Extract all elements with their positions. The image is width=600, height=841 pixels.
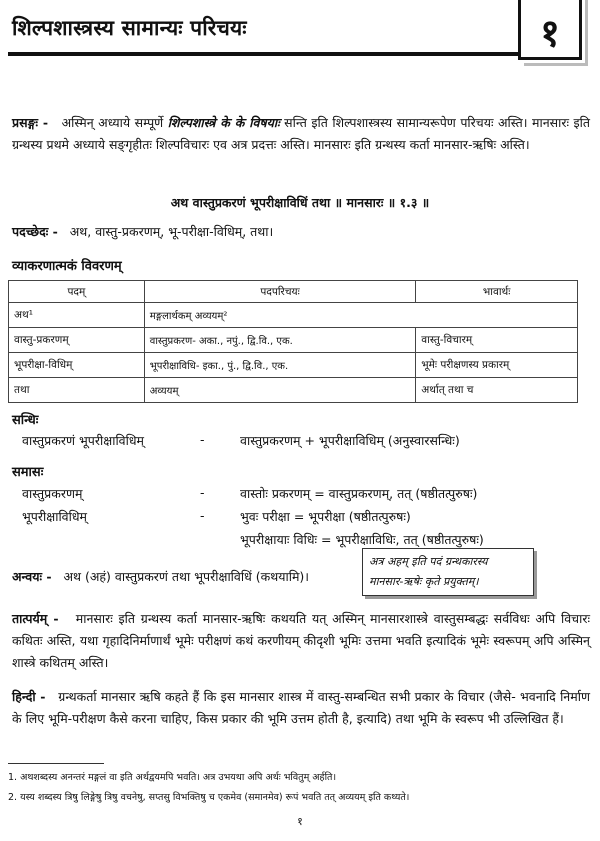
samasa-analysis: वास्तोः प्रकरणम् = वास्तुप्रकरणम्, तत् (षष्ठीतत्पुरुषः) [240, 486, 478, 501]
page-title: शिल्पशास्त्रस्य सामान्यः परिचयः [12, 16, 247, 40]
sandhi-word: वास्तुप्रकरणं भूपरीक्षाविधिम् [22, 433, 145, 448]
tatparya-label: तात्पर्यम् - [12, 611, 59, 626]
tatparya-paragraph [12, 608, 590, 674]
anvaya-text: अथ (अहं) वास्तुप्रकरणं तथा भूपरीक्षाविधिं (कथयामि)। [63, 569, 310, 584]
samasa-analysis: भूपरीक्षायाः विधिः = भूपरीक्षाविधिः, तत् (षष्ठीतत्पुरुषः) [240, 532, 484, 547]
intro-text-after: सन्ति इति शिल्पशास्त्रस्य सामान्यरूपेण परिचयः अस्ति। मानसारः इति ग्रन्थस्य प्रथमे अध्याये सङ्गृहीतः शिल्पविचारः एव अत्र प्रदत्तः अस्ति। मानसारः इति ग्रन्थस्य कर्ता मानसार-ऋषिः अस्ति। [12, 115, 590, 152]
table-row [9, 328, 578, 353]
header-rule [8, 52, 518, 56]
grammar-table [8, 280, 578, 403]
table-cell-pada: तथा [9, 378, 145, 403]
table-cell-parichaya: अव्ययम् [144, 378, 415, 403]
padaccheda-line [12, 221, 590, 243]
table-row [9, 303, 578, 328]
samasa-heading: समासः [12, 465, 44, 480]
table-cell-pada: अथ¹ [9, 303, 145, 328]
column-header: भावार्थः [416, 281, 578, 303]
table-cell-pada: वास्तु-प्रकरणम् [9, 328, 145, 353]
table-cell-parichaya: मङ्गलार्थकम् अव्ययम्² [144, 303, 577, 328]
samasa-word: भूपरीक्षाविधिम् [22, 509, 88, 524]
table-cell-pada: भूपरीक्षा-विधिम् [9, 353, 145, 378]
hindi-paragraph [12, 686, 590, 730]
sandhi-dash: - [200, 432, 205, 447]
sandhi-split: वास्तुप्रकरणम् + भूपरीक्षाविधिम् (अनुस्वारसन्धिः) [240, 433, 460, 448]
column-header: पदपरिचयः [144, 281, 415, 303]
samasa-dash: - [200, 485, 205, 500]
intro-label: प्रसङ्गः - [12, 115, 49, 130]
chapter-number: १ [540, 10, 560, 55]
footnote: 1. अथशब्दस्य अनन्तरं मङ्गलं वा इति अर्थद्वयमपि भवति। अत्र उभयथा अपि अर्थः भवितुम् अर्हति। [8, 772, 337, 783]
hindi-text: ग्रन्थकर्ता मानसार ऋषि कहते हैं कि इस मानसार शास्त्र में वास्तु-सम्बन्धित सभी प्रकार के विचार (जैसे- भवनादि निर्माण के लिए भूमि-परीक्षण कैसे करना चाहिए, किस प्रकार की भूमि उत्तम होती है, इत्यादि) तथा भूमि के स्वरूप भी उल्लिखित हैं। [12, 689, 590, 726]
padaccheda-text: अथ, वास्तु-प्रकरणम्, भू-परीक्षा-विधिम्, तथा। [69, 224, 274, 239]
intro-text-before: अस्मिन् अध्याये सम्पूर्णे [61, 115, 164, 130]
footnote-rule [8, 763, 104, 764]
anvaya-note-line: अत्र अहम् इति पदं ग्रन्थकारस्य [369, 555, 488, 568]
table-row [9, 378, 578, 403]
grammar-heading: व्याकरणात्मकं विवरणम् [12, 259, 122, 274]
anvaya-note-box [362, 548, 534, 596]
verse-line: अथ वास्तुप्रकरणं भूपरीक्षाविधिं तथा ॥ मानसारः ॥ १.३ ॥ [170, 195, 430, 210]
anvaya-label: अन्वयः - [12, 569, 52, 584]
intro-paragraph [12, 112, 590, 156]
samasa-dash: - [200, 508, 205, 523]
table-cell-bhavartha: वास्तु-विचारम् [416, 328, 578, 353]
anvaya-note-line: मानसार-ऋषेः कृते प्रयुक्तम्। [369, 575, 479, 588]
footnote: 2. यस्य शब्दस्य त्रिषु लिङ्गेषु त्रिषु वचनेषु, सप्तसु विभक्तिषु च एकमेव (समानमेव) रूपं भवति तत् अव्ययम् इति कथ्यते। [8, 792, 410, 803]
anvaya-line [12, 568, 309, 585]
page-number: १ [297, 815, 303, 828]
table-cell-parichaya: वास्तुप्रकरण- अका., नपुं., द्वि.वि., एक. [144, 328, 415, 353]
samasa-analysis: भुवः परीक्षा = भूपरीक्षा (षष्ठीतत्पुरुषः) [240, 509, 411, 524]
tatparya-text: मानसारः इति ग्रन्थस्य कर्ता मानसार-ऋषिः कथयति यत् अस्मिन् मानसारशास्त्रे वास्तुसम्बद्धः सर्वविधः अपि विचारः कथितः अस्ति, यथा गृहादिनिर्माणार्थं भूमेः परीक्षणं कथं करणीयम् कीदृशी भूमिः उत्तमा भवति इत्यादिकं भूमेः स्वरूपम् अपि अस्मिन् शास्त्रे कथितम् अस्ति। [12, 611, 590, 670]
column-header: पदम् [9, 281, 145, 303]
table-cell-bhavartha: अर्थात् तथा च [416, 378, 578, 403]
samasa-word: वास्तुप्रकरणम् [22, 486, 83, 501]
table-cell-parichaya: भूपरीक्षाविधि- इका., पुं., द्वि.वि., एक. [144, 353, 415, 378]
grammar-header-row [9, 281, 578, 303]
table-row [9, 353, 578, 378]
intro-emphasis: शिल्पशास्त्रे के के विषयाः [167, 115, 280, 130]
table-cell-bhavartha: भूमेः परीक्षणस्य प्रकारम् [416, 353, 578, 378]
hindi-label: हिन्दी - [12, 689, 46, 704]
sandhi-heading: सन्धिः [12, 413, 39, 428]
padaccheda-label: पदच्छेदः - [12, 224, 58, 239]
